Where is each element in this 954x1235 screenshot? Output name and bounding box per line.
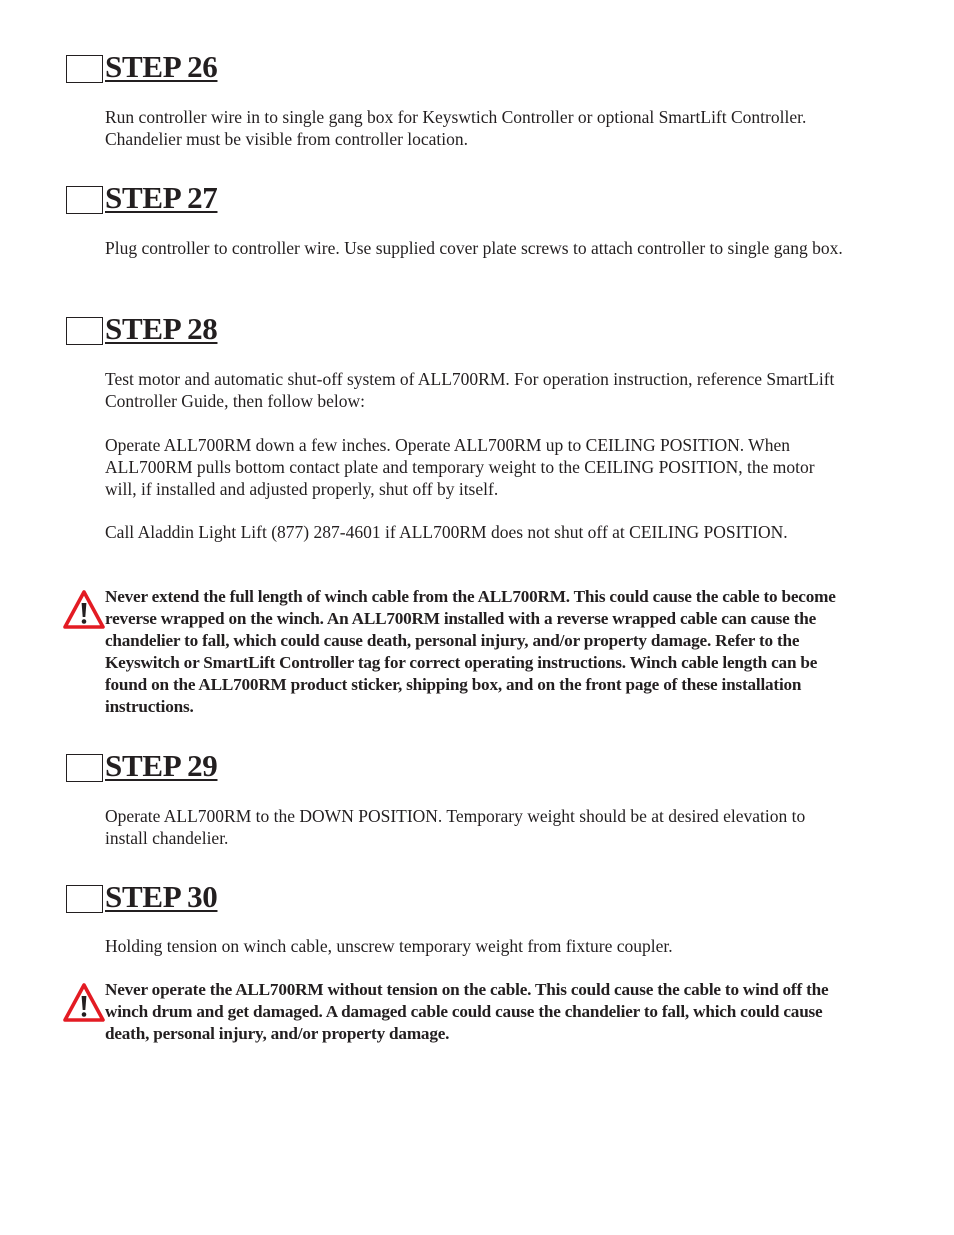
step-26-title: STEP 26	[105, 49, 218, 84]
step-26-checkbox[interactable]	[66, 55, 103, 83]
step-27-checkbox[interactable]	[66, 186, 103, 214]
step-30-warning: Never operate the ALL700RM without tension on the cable. This could cause the cable to wind off the winch drum and get damaged. A damaged cable could cause the chandelier to fall, which could cause death, personal injury, and/or property damage.	[105, 980, 829, 1043]
step-28-text-3: Call Aladdin Light Lift (877) 287-4601 if ALL700RM does not shut off at CEILING POSITION.	[105, 522, 788, 542]
step-27-title: STEP 27	[105, 180, 218, 215]
step-27-text: Plug controller to controller wire. Use supplied cover plate screws to attach controller to single gang box.	[105, 238, 843, 258]
step-29-title: STEP 29	[105, 748, 218, 783]
step-30-text: Holding tension on winch cable, unscrew temporary weight from fixture coupler.	[105, 936, 673, 956]
warning-triangle-icon	[63, 590, 105, 630]
step-29-checkbox[interactable]	[66, 754, 103, 782]
step-29-text: Operate ALL700RM to the DOWN POSITION. Temporary weight should be at desired elevation to install chandelier.	[105, 806, 806, 848]
step-28-text-1: Test motor and automatic shut-off system of ALL700RM. For operation instruction, reference SmartLift Controller Guide, then follow below:	[105, 369, 835, 411]
warning-triangle-icon	[63, 983, 105, 1023]
step-28-title: STEP 28	[105, 311, 218, 346]
step-28-checkbox[interactable]	[66, 317, 103, 345]
step-28-warning: Never extend the full length of winch cable from the ALL700RM. This could cause the cable to become reverse wrapped on the winch. An ALL700RM installed with a reverse wrapped cable can cause the chandelier to fall, which could cause death, personal injury, and/or property damage. Refer to the Keyswitch or SmartLift Controller tag for correct operating instructions. Winch cable length can be found on the ALL700RM product sticker, shipping box, and on the front page of these installation instructions.	[105, 587, 836, 716]
step-30-checkbox[interactable]	[66, 885, 103, 913]
step-30-title: STEP 30	[105, 879, 218, 914]
step-26-text: Run controller wire in to single gang box for Keyswtich Controller or optional SmartLift Controller. Chandelier must be visible from controller location.	[105, 107, 807, 149]
step-28-text-2: Operate ALL700RM down a few inches. Operate ALL700RM up to CEILING POSITION. When ALL700RM pulls bottom contact plate and temporary weight to the CEILING POSITION, the motor will, if installed and adjusted properly, shut off by itself.	[105, 435, 815, 499]
